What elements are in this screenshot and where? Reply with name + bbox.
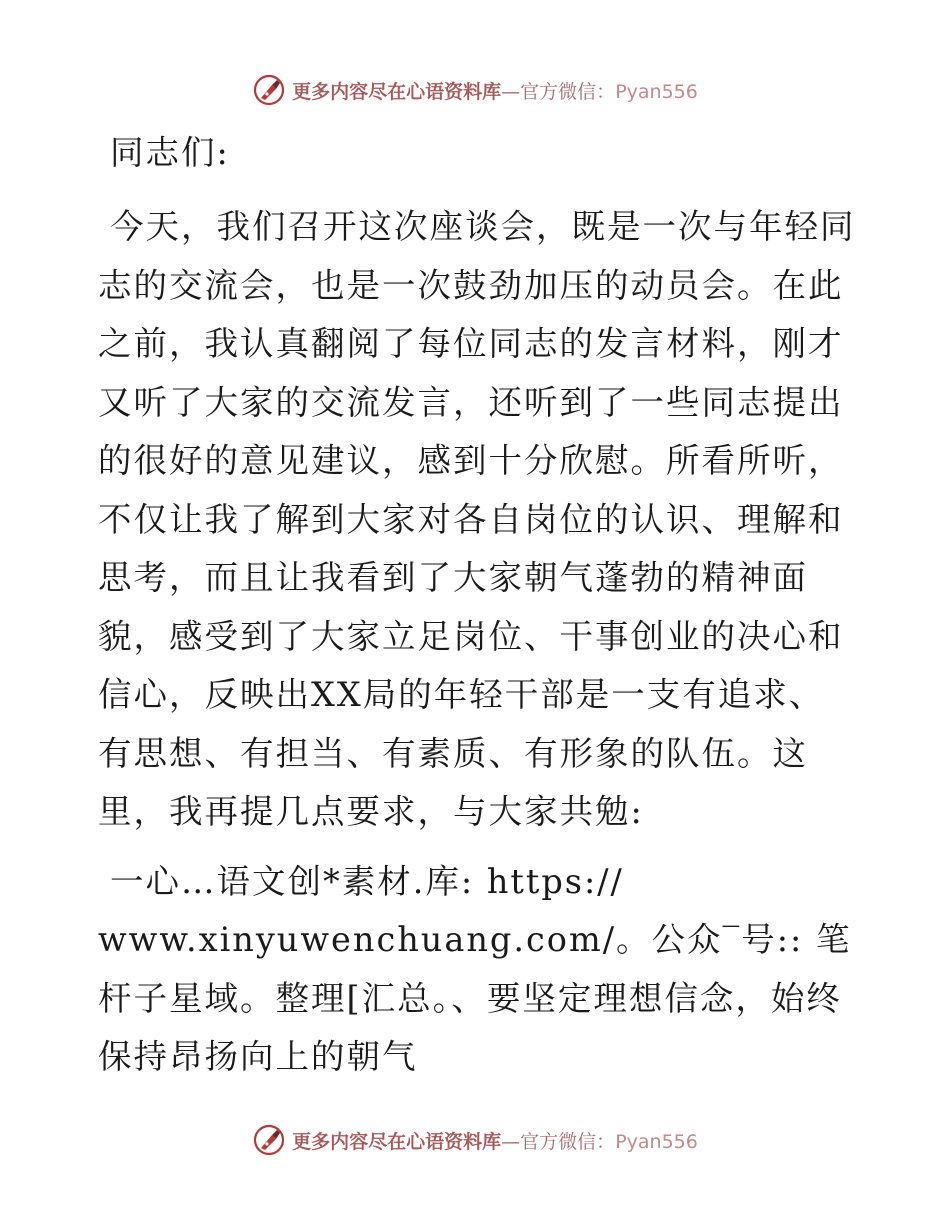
pen-nib-logo-icon bbox=[252, 1123, 286, 1157]
banner-separator-text: —官方微信： bbox=[501, 1130, 616, 1153]
banner-wechat-handle: Pyan556 bbox=[615, 1130, 698, 1153]
banner-separator-text: —官方微信： bbox=[501, 80, 616, 103]
banner-wechat-handle: Pyan556 bbox=[615, 80, 698, 103]
footer-banner bbox=[0, 1120, 950, 1160]
salutation: 同志们: bbox=[110, 133, 230, 172]
header-banner bbox=[0, 70, 950, 110]
pen-nib-logo-icon bbox=[252, 73, 286, 107]
banner-text bbox=[292, 77, 698, 104]
banner-main-text: 更多内容尽在心语资料库 bbox=[292, 1130, 502, 1153]
paragraph-source-line: 一心…语文创*素材.库: https:// bbox=[110, 861, 624, 901]
document-body bbox=[98, 124, 858, 1098]
paragraph-source-url: www.xinyuwenchuang.com/。公众‾号:: 笔杆子星域。整理[汇总。、要坚定理想信念，始终保持昂扬向上的朝气 bbox=[98, 920, 852, 1076]
banner-text bbox=[292, 1127, 698, 1154]
banner-main-text: 更多内容尽在心语资料库 bbox=[292, 80, 502, 103]
paragraph-intro: 今天，我们召开这次座谈会，既是一次与年轻同志的交流会，也是一次鼓劲加压的动员会。在此之前，我认真翻阅了每位同志的发言材料，刚才又听了大家的交流发言，还听到了一些同志提出的很好的意见建议，感到十分欣慰。所看所听，不仅让我了解到大家对各自岗位的认识、理解和思考，而且让我看到了大家朝气蓬勃的精神面貌，感受到了大家立足岗位、干事创业的决心和信心，反映出XX局的年轻干部是一支有追求、有思想、有担当、有素质、有形象的队伍。这里，我再提几点要求，与大家共勉: bbox=[98, 207, 856, 831]
